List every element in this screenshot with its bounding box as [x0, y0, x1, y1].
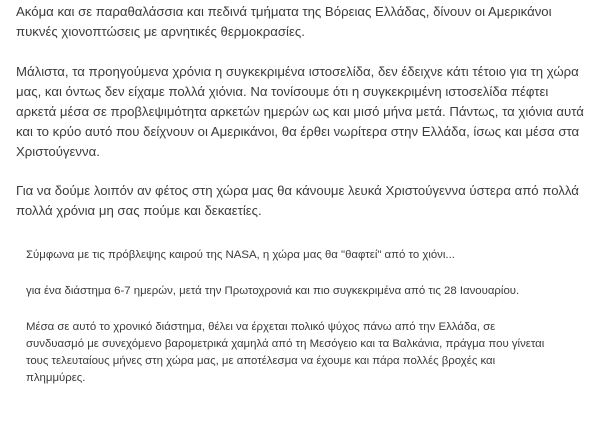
forecast-quote-block: [26, 247, 546, 387]
quote-paragraph: Μέσα σε αυτό το χρονικό διάστημα, θέλει να έρχεται πολικό ψύχος πάνω από την Ελλάδα, σε συνδυασμό με συνεχόμενο βαρομετρικά χαμηλά από τη Μεσόγειο και τα Βαλκάνια, πράγμα που γίνεται τους τελευταίους μήνες στη χώρα μας, με αποτέλεσμα να έχουμε και πάρα πολλές βροχές και πλημμύρες.: [26, 321, 545, 384]
quote-paragraph: για ένα διάστημα 6-7 ημερών, μετά την Πρωτοχρονιά και πιο συγκεκριμένα από τις 28 Ιανουαρίου.: [26, 285, 520, 297]
article-paragraph: Μάλιστα, τα προηγούμενα χρόνια η συγκεκριμένα ιστοσελίδα, δεν έδειχνε κάτι τέτοιο για τη χώρα μας, και όντως δεν είχαμε πολλά χιόνια. Να τονίσουμε ότι η συγκεκριμένη ιστοσελίδα πέφτει αρκετά μέσα σε προβλεψιμότητα αρκετών ημερών ως και μισό μήνα μετά. Πάντως, τα χιόνια αυτά και το κρύο αυτό που δείχνουν οι Αμερικάνοι, θα έρθει νωρίτερα στην Ελλάδα, ίσως και μέσα στα Χριστούγεννα.: [16, 64, 584, 159]
article-paragraph: Για να δούμε λοιπόν αν φέτος στη χώρα μας θα κάνουμε λευκά Χριστούγεννα ύστερα από πολλά πολλά χρόνια μη σας πούμε και δεκαετίες.: [16, 183, 579, 218]
quote-paragraph: Σύμφωνα με τις πρόβλεψης καιρού της NASA, η χώρα μας θα "θαφτεί" από το χιόνι...: [26, 249, 455, 261]
article-paragraph: Ακόμα και σε παραθαλάσσια και πεδινά τμήματα της Βόρειας Ελλάδας, δίνουν οι Αμερικάνοι πυκνές χιονοπτώσεις με αρνητικές θερμοκρασίες.: [16, 4, 552, 39]
article-body: [16, 0, 591, 387]
